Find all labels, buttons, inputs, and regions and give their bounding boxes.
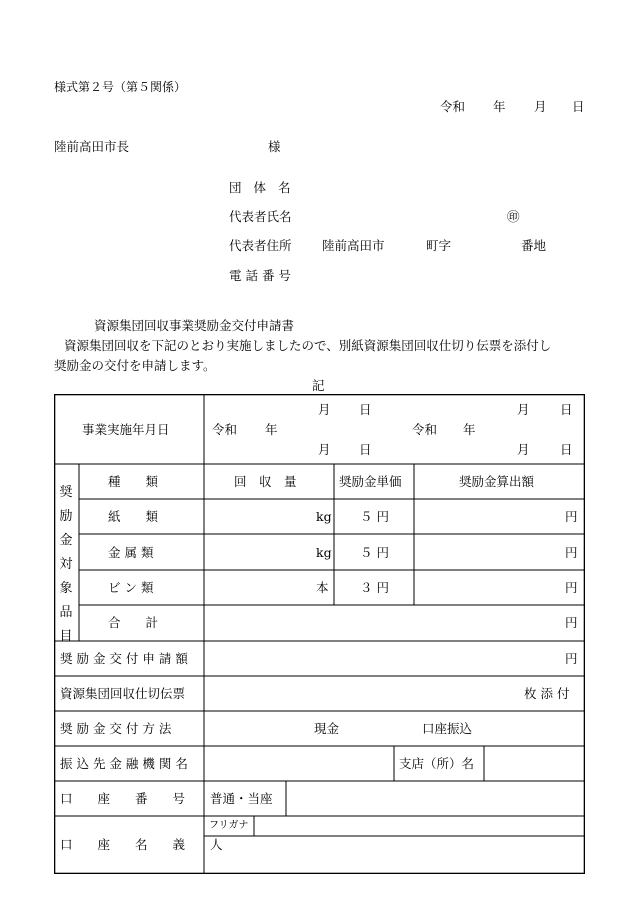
address-lot: 番地 xyxy=(521,238,547,253)
account-number-label: 口 座 番 号 xyxy=(60,791,186,806)
date-day: 日 xyxy=(572,99,585,114)
rep-name-label: 代表者氏名 xyxy=(229,209,292,224)
date-month: 月 xyxy=(534,99,547,114)
subsidy-target-label: 奨 励 金 対 象 品 目 xyxy=(59,485,73,644)
slip-label: 資源集団回収仕切伝票 xyxy=(60,686,186,701)
account-holder-label: 口 座 名 義 人 xyxy=(60,837,223,852)
col-header-unit-price: 奨励金単価 xyxy=(339,474,402,489)
method-cash-option[interactable]: 現金 xyxy=(314,721,340,736)
row-bottle-yen: 円 xyxy=(565,580,578,595)
row-paper-yen: 円 xyxy=(565,509,578,524)
phone-label: 電 話 番 号 xyxy=(229,268,291,283)
body-line-2: 奨励金の交付を申請します。 xyxy=(54,358,216,373)
period-start-year: 年 xyxy=(265,422,278,437)
row-metal-price: ５ 円 xyxy=(360,545,389,560)
bank-label: 振 込 先 金 融 機 関 名 xyxy=(60,756,188,771)
org-name-label: 団 体 名 xyxy=(229,180,295,195)
row-total-yen: 円 xyxy=(565,615,578,630)
period-end-month-top: 月 xyxy=(517,402,530,417)
col-header-amount: 回 収 量 xyxy=(234,474,297,489)
address-city: 陸前高田市 xyxy=(322,238,385,253)
row-paper-price: ５ 円 xyxy=(360,509,389,524)
slip-value: 枚 添 付 xyxy=(524,686,570,701)
form-number: 様式第２号（第５関係） xyxy=(54,80,187,94)
row-metal-unit: kg xyxy=(316,545,332,560)
row-bottle-type: ビ ン 類 xyxy=(108,580,154,595)
period-start-era: 令和 xyxy=(212,422,238,437)
row-paper-type: 紙 類 xyxy=(108,509,159,524)
period-end-day-top: 日 xyxy=(560,402,573,417)
period-end-era: 令和 xyxy=(412,422,438,437)
application-table xyxy=(54,394,585,874)
row-bottle-unit: 本 xyxy=(316,580,329,595)
ki-mark: 記 xyxy=(312,378,325,393)
row-paper-unit: kg xyxy=(316,509,332,524)
account-type: 普通・当座 xyxy=(210,791,273,806)
body-line-1: 資源集団回収を下記のとおり実施しましたので、別紙資源集団回収仕切り伝票を添付し xyxy=(64,338,552,353)
branch-label: 支店（所）名 xyxy=(399,756,475,771)
period-start-day-top: 日 xyxy=(359,402,372,417)
period-start-day-bottom: 日 xyxy=(359,442,372,457)
document-title: 資源集団回収事業奨励金交付申請書 xyxy=(94,318,295,333)
period-start-month-bottom: 月 xyxy=(318,442,331,457)
col-header-calc: 奨励金算出額 xyxy=(459,474,535,489)
address-town: 町字 xyxy=(426,238,452,253)
apply-amount-label: 奨 励 金 交 付 申 請 額 xyxy=(60,651,188,666)
row-total-label: 合 計 xyxy=(108,615,159,630)
period-start-month-top: 月 xyxy=(318,402,331,417)
row-bottle-price: ３ 円 xyxy=(360,580,389,595)
seal-mark: ㊞ xyxy=(507,209,520,224)
period-label: 事業実施年月日 xyxy=(82,422,170,437)
addressee-name: 陸前高田市長 xyxy=(54,139,130,154)
date-era: 令和 xyxy=(440,99,466,114)
rep-address-label: 代表者住所 xyxy=(229,238,292,253)
row-metal-type: 金 属 類 xyxy=(108,545,154,560)
row-metal-yen: 円 xyxy=(565,545,578,560)
method-transfer-option[interactable]: 口座振込 xyxy=(422,721,473,736)
furigana-label: フリガナ xyxy=(209,820,249,831)
period-end-day-bottom: 日 xyxy=(560,442,573,457)
period-end-month-bottom: 月 xyxy=(517,442,530,457)
method-label: 奨 励 金 交 付 方 法 xyxy=(60,721,172,736)
addressee-honorific: 様 xyxy=(268,139,281,154)
apply-amount-yen: 円 xyxy=(565,651,578,666)
date-year: 年 xyxy=(493,99,506,114)
period-end-year: 年 xyxy=(463,422,476,437)
col-header-type: 種 類 xyxy=(108,474,159,489)
